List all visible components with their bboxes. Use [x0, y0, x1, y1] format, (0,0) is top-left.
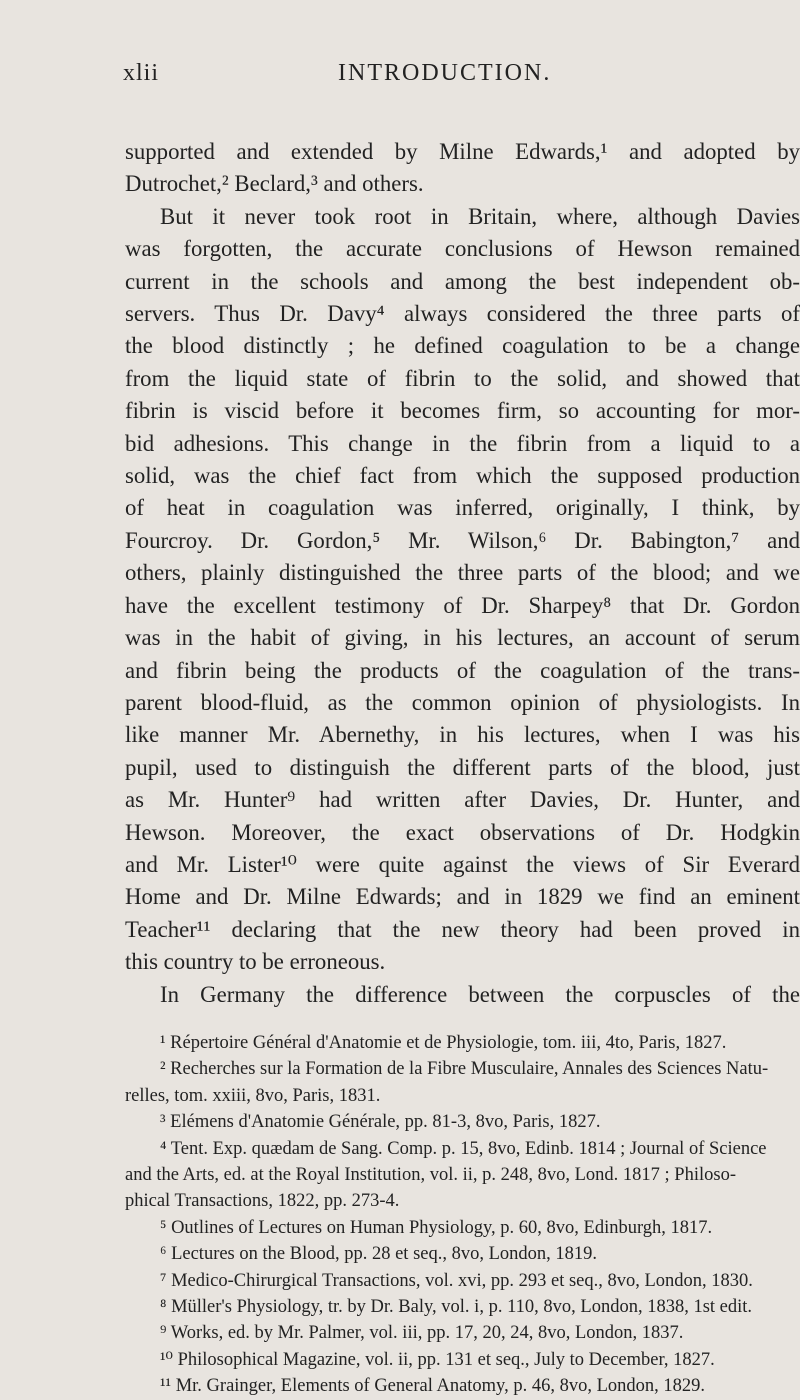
text-line: fibrin is viscid before it becomes firm, so accounting for mor-: [125, 398, 800, 424]
footnote-continuation: phical Transactions, 1822, pp. 273-4.: [125, 1191, 400, 1212]
text-line: and fibrin being the products of the coagulation of the trans-: [125, 657, 800, 683]
footnote: [125, 1109, 800, 1135]
footnote-text: ¹ Répertoire Général d'Anatomie et de Physiologie, tom. iii, 4to, Paris, 1827.: [160, 1033, 727, 1053]
text-line: Home and Dr. Milne Edwards; and in 1829 we find an eminent: [125, 884, 800, 910]
text-line: Dutrochet,² Beclard,³ and others.: [125, 171, 424, 197]
text-line: of heat in coagulation was inferred, originally, I think, by: [125, 495, 800, 521]
text-line: pupil, used to distinguish the different parts of the blood, just: [125, 754, 800, 780]
footnote-text: ⁷ Medico-Chirurgical Transactions, vol. xvi, pp. 293 et seq., 8vo, London, 1830.: [160, 1270, 753, 1291]
text-line: from the liquid state of fibrin to the solid, and showed that: [125, 365, 800, 391]
text-line: servers. Thus Dr. Davy⁴ always considered the three parts of: [125, 301, 800, 327]
footnotes: [125, 1030, 800, 1400]
text-line: In Germany the difference between the corpuscles of the: [160, 981, 800, 1007]
footnote-text: ⁵ Outlines of Lectures on Human Physiology, p. 60, 8vo, Edinburgh, 1817.: [160, 1217, 713, 1238]
footnote-text: ⁴ Tent. Exp. quædam de Sang. Comp. p. 15, 8vo, Edinb. 1814 ; Journal of Science: [160, 1138, 767, 1159]
text-line: have the excellent testimony of Dr. Sharpey⁸ that Dr. Gordon: [125, 592, 800, 618]
footnote-text: ⁶ Lectures on the Blood, pp. 28 et seq., 8vo, London, 1819.: [160, 1244, 598, 1265]
footnote-text: ⁸ Müller's Physiology, tr. by Dr. Baly, vol. i, p. 110, 8vo, London, 1838, 1st edit.: [160, 1297, 753, 1318]
footnote: [125, 1294, 800, 1320]
body-text: [125, 136, 800, 1011]
text-line: bid adhesions. This change in the fibrin from a liquid to a: [125, 430, 800, 456]
text-line: and Mr. Lister¹⁰ were quite against the views of Sir Everard: [125, 851, 800, 877]
footnote: [125, 1215, 800, 1241]
text-line: parent blood-fluid, as the common opinion of physiologists. In: [125, 689, 800, 715]
text-line: like manner Mr. Abernethy, in his lectures, when I was his: [125, 722, 800, 748]
text-line: was forgotten, the accurate conclusions of Hewson remained: [125, 236, 800, 262]
footnote: [125, 1268, 800, 1294]
footnote: [125, 1030, 800, 1056]
page-number: xlii: [123, 60, 160, 86]
running-title: INTRODUCTION.: [338, 60, 552, 86]
footnote: [125, 1373, 800, 1399]
text-line: Fourcroy. Dr. Gordon,⁵ Mr. Wilson,⁶ Dr. Babington,⁷ and: [125, 527, 800, 553]
footnote-text: ⁹ Works, ed. by Mr. Palmer, vol. iii, pp. 17, 20, 24, 8vo, London, 1837.: [160, 1323, 684, 1344]
text-line: solid, was the chief fact from which the supposed production: [125, 463, 800, 489]
text-line: But it never took root in Britain, where, although Davies: [160, 203, 800, 229]
footnote: [125, 1136, 800, 1162]
text-line: Teacher¹¹ declaring that the new theory had been proved in: [125, 916, 800, 942]
footnote-text: ² Recherches sur la Formation de la Fibre Musculaire, Annales des Sciences Natu-: [160, 1059, 769, 1080]
text-line: was in the habit of giving, in his lectures, an account of serum: [125, 625, 800, 651]
text-line: current in the schools and among the best independent ob-: [125, 268, 800, 294]
footnote: [125, 1347, 800, 1373]
footnote-continuation: and the Arts, ed. at the Royal Institution, vol. ii, p. 248, 8vo, Lond. 1817 ; Philoso-: [125, 1165, 736, 1186]
text-line: the blood distinctly ; he defined coagulation to be a change: [125, 333, 800, 359]
footnote: [125, 1320, 800, 1346]
footnote-continuation: relles, tom. xxiii, 8vo, Paris, 1831.: [125, 1085, 381, 1106]
footnote: [125, 1056, 800, 1082]
text-line: supported and extended by Milne Edwards,¹ and adopted by: [125, 139, 800, 164]
text-line: this country to be erroneous.: [125, 949, 386, 975]
footnote-text: ³ Elémens d'Anatomie Générale, pp. 81-3, 8vo, Paris, 1827.: [160, 1112, 601, 1133]
footnote-text: ¹¹ Mr. Grainger, Elements of General Anatomy, p. 46, 8vo, London, 1829.: [160, 1376, 706, 1397]
text-line: Hewson. Moreover, the exact observations of Dr. Hodgkin: [125, 819, 800, 845]
text-line: others, plainly distinguished the three parts of the blood; and we: [125, 560, 800, 586]
footnote: [125, 1241, 800, 1267]
text-line: as Mr. Hunter⁹ had written after Davies, Dr. Hunter, and: [125, 787, 800, 813]
footnote-text: ¹⁰ Philosophical Magazine, vol. ii, pp. 131 et seq., July to December, 1827.: [160, 1349, 715, 1370]
